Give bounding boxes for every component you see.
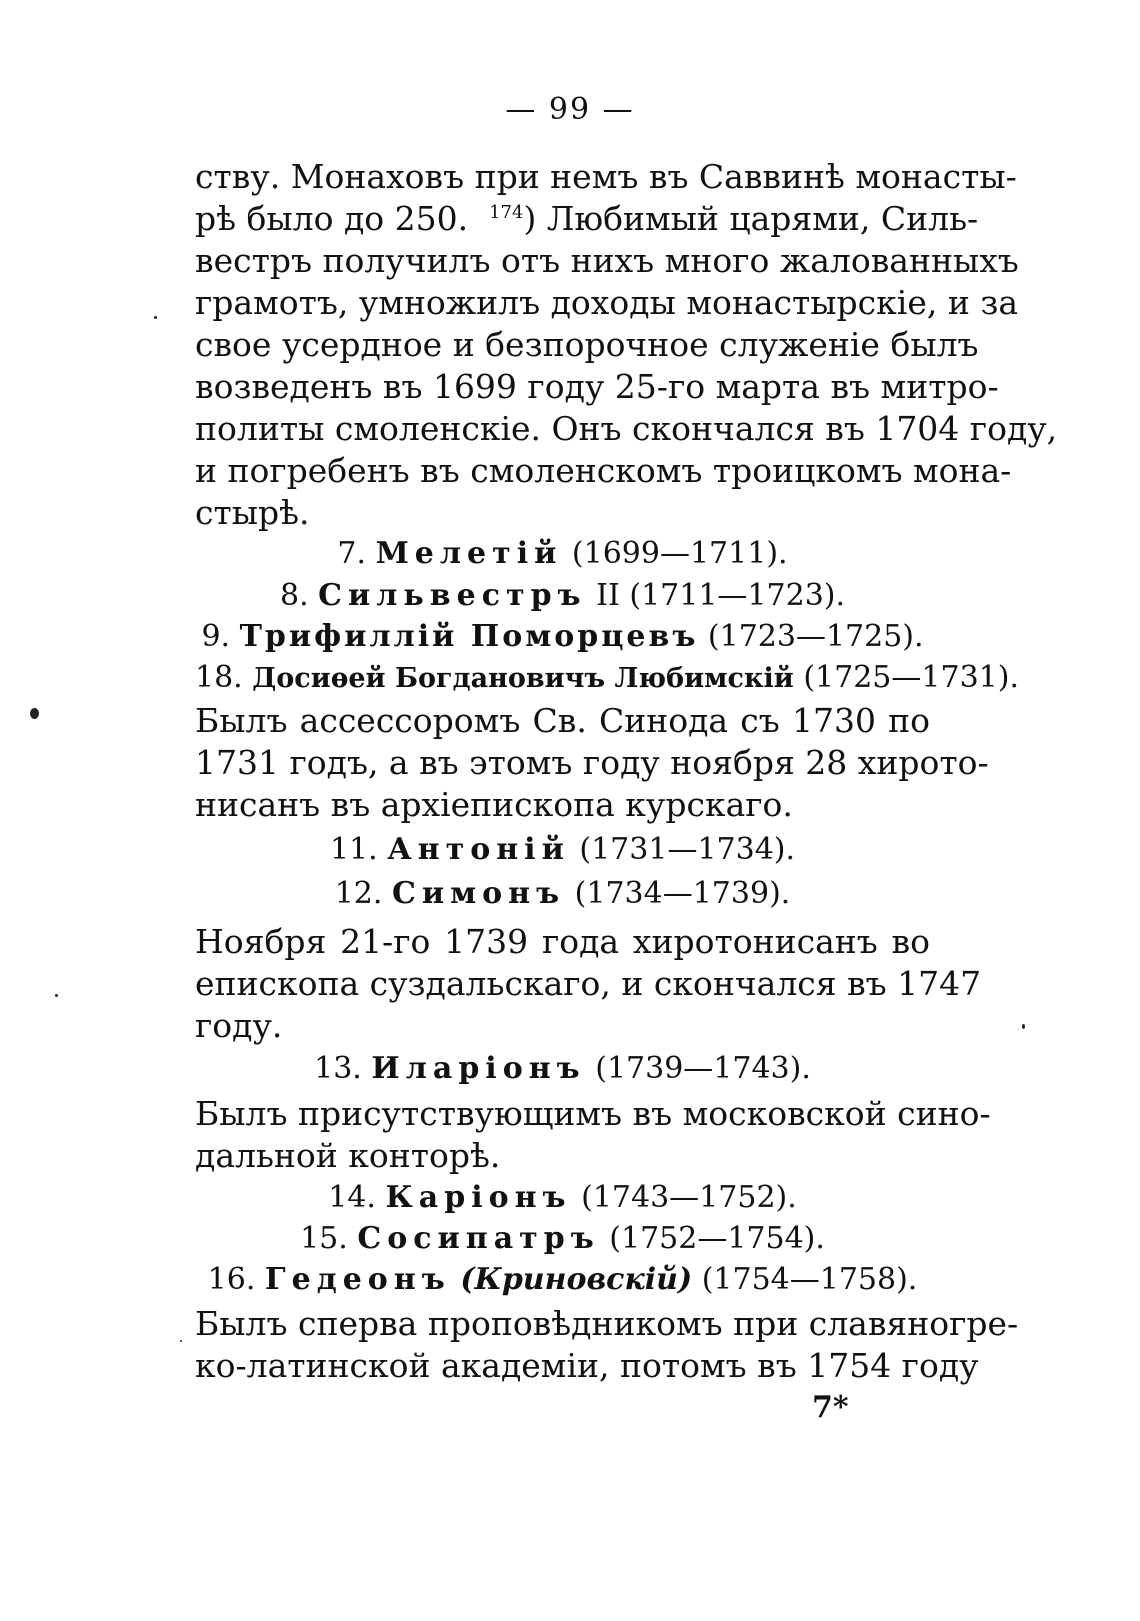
entry-years: (1723—1725). [707,619,924,654]
entry-16-paragraph [195,1303,1019,1387]
entry-heading-16 [195,1262,930,1298]
entry-number: 13. [314,1051,362,1086]
entry-number: 16. [207,1262,256,1297]
text-line: нисанъ въ архіепископа курскаго. [195,785,793,824]
text-line: возведенъ въ 1699 году 25-го марта въ митро- [195,367,999,406]
entry-heading-13 [195,1051,930,1087]
text-line: Ноября 21-го 1739 года хиротонисанъ во [195,922,930,961]
entry-13-paragraph [195,1093,991,1177]
entry-heading-14 [195,1180,930,1216]
text-line: грамотъ, умножилъ доходы монастырскіе, и за [195,283,1019,322]
text-line: вестръ получилъ отъ нихъ много жалованныхъ [195,241,1019,280]
entry-years: (1711—1723). [629,578,846,613]
entry-name: Антоній [387,832,570,867]
text-line: и погребенъ въ смоленскомъ троицкомъ мона- [195,451,1012,490]
entry-number: 12. [334,876,383,911]
entry-heading-10 [195,660,1019,697]
text-line: дальной конторѣ. [195,1136,501,1175]
text-line: 1731 годъ, а въ этомъ году ноября 28 хирото- [195,743,989,782]
text-line [195,198,979,240]
entry-number: 15. [300,1221,348,1256]
scan-speck [55,994,58,997]
text-line: стырѣ. [195,493,310,532]
entry-number: 14. [328,1180,376,1215]
entry-number: 9. [201,619,231,654]
text-line: Былъ присутствующимъ въ московской сино- [195,1094,991,1133]
entry-years: (1743—1752). [581,1180,797,1215]
entry-name: Симонъ [391,876,566,911]
page-number: — 99 — [505,92,635,127]
entry-name: Сосипатръ [357,1221,600,1256]
entry-name: Сильвестръ [318,578,587,613]
entry-heading-9 [195,619,930,655]
entry-suffix: II [596,578,620,613]
scan-speck [30,708,39,719]
entry-years: (1752—1754). [609,1221,825,1256]
entry-years: (1725—1731). [803,660,1019,695]
text-fragment: рѣ было до 250. [195,199,469,238]
entry-name: Каріонъ [385,1180,572,1215]
entry-heading-7 [195,536,930,572]
entry-number: 8. [279,578,309,613]
text-line: ству. Монаховъ при немъ въ Саввинѣ монасты- [195,157,1017,196]
printer-signature-mark: 7* [812,1390,849,1425]
entry-name: Досиѳей Богдановичъ Любимскій [252,663,794,694]
entry-years: (1731—1734). [579,832,796,867]
text-line: Былъ ассессоромъ Св. Синода съ 1730 по [195,701,930,740]
entry-12-paragraph [195,921,982,1047]
entry-heading-8 [195,578,930,614]
text-line: ко-латинской академіи, потомъ въ 1754 году [195,1346,979,1385]
scan-speck [1022,1024,1025,1029]
text-line: епископа суздальскаго, и скончался въ 1747 [195,964,982,1003]
entry-years: (1739—1743). [595,1051,811,1086]
text-line: свое усердное и безпорочное служеніе былъ [195,325,979,364]
scan-speck [180,1340,182,1342]
entry-years: (1754—1758). [701,1262,918,1297]
entry-years: (1699—1711). [571,536,788,571]
entry-name: Гедеонъ [264,1262,451,1297]
entry-name: Иларіонъ [371,1051,586,1086]
footnote-marker: 174 [489,202,524,223]
entry-years: (1734—1739). [574,876,791,911]
entry-number: 18. [195,660,243,695]
entry-10-paragraph [195,700,989,826]
entry-heading-15 [195,1221,930,1257]
scan-speck [154,316,157,319]
entry-name: Мелетій [375,536,563,571]
entry-number: 7. [337,536,367,571]
entry-surname: (Криновскій) [460,1262,693,1297]
entry-name: Трифиллій Поморцевъ [239,619,699,654]
text-line: политы смоленскіе. Онъ скончался въ 1704 году, [195,409,1058,448]
text-line: Былъ сперва проповѣдникомъ при славяногре- [195,1304,1019,1343]
entry-number: 11. [329,832,378,867]
text-fragment: ) Любимый царями, Силь- [523,199,979,238]
entry-heading-12 [195,876,930,912]
entry-heading-11 [195,832,930,868]
opening-paragraph [195,156,1058,534]
text-line: году. [195,1006,283,1045]
